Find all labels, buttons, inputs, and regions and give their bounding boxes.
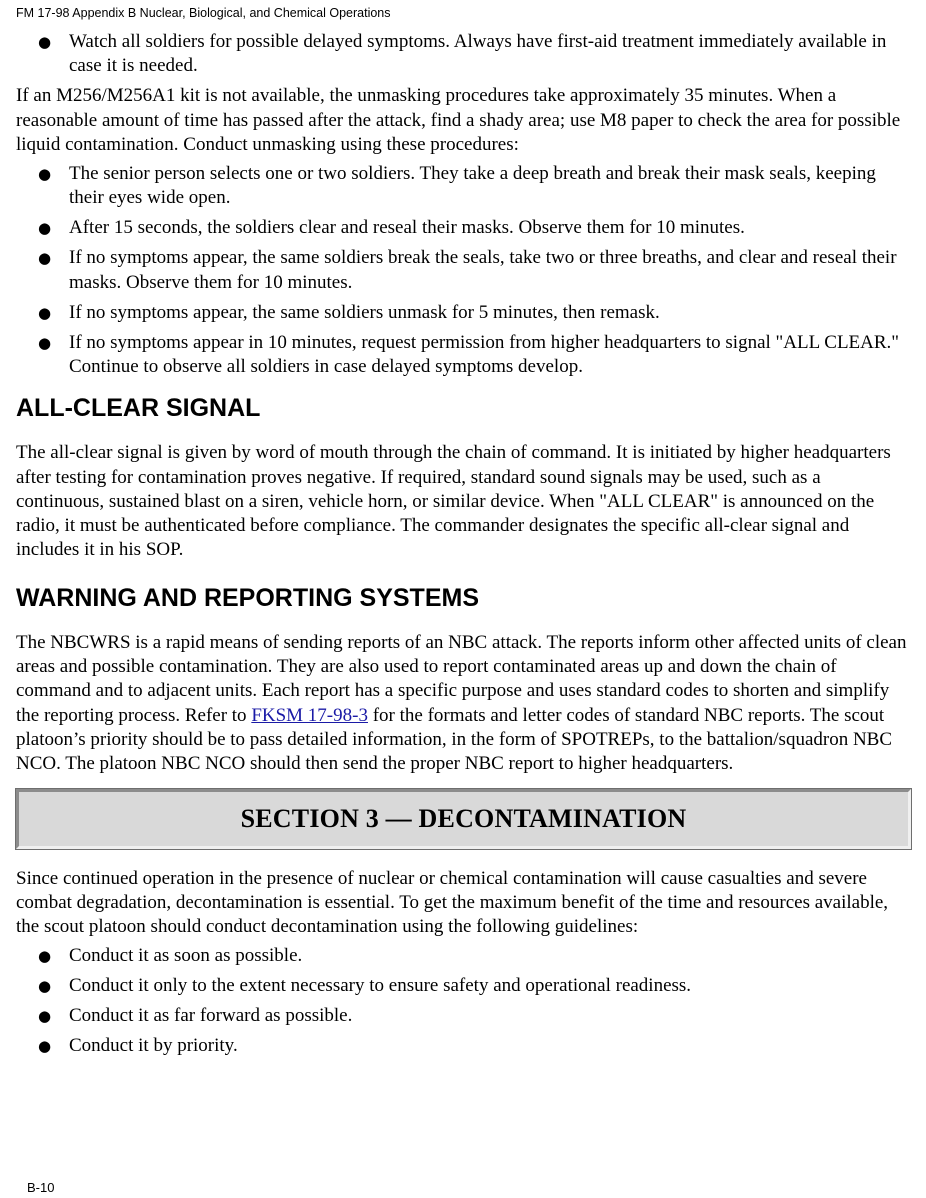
all-clear-body: The all-clear signal is given by word of mouth through the chain of command. It is initiated by higher headquarters after testing for contamination proves negative. If required, standard sound signals may be used, such as a continuous, sustained blast on a siren, vehicle horn, or similar device. When "ALL CLEAR" is announced on the radio, it must be authenticated before compliance. The commander designates the specific all-clear signal and includes it in his SOP.	[16, 442, 891, 561]
page-number: B-10	[27, 1180, 55, 1195]
warning-heading: WARNING AND REPORTING SYSTEMS	[16, 583, 479, 612]
page-content	[16, 30, 912, 1064]
list-item: ● Conduct it only to the extent necessary to ensure safety and operational readiness.	[69, 974, 912, 998]
list-item: ● Conduct it by priority.	[69, 1034, 912, 1058]
decon-guidelines	[16, 944, 912, 1058]
list-item: ● If no symptoms appear, the same soldiers break the seals, take two or three breaths, and clear and reseal their masks. Observe them for 10 minutes.	[69, 246, 912, 295]
warning-body	[16, 631, 912, 777]
list-item: ● If no symptoms appear in 10 minutes, request permission from higher headquarters to signal "ALL CLEAR." Continue to observe all soldiers in case delayed symptoms develop.	[69, 331, 912, 380]
unmasking-intro: If an M256/M256A1 kit is not available, the unmasking procedures take approximately 35 minutes. When a reasonable amount of time has passed after the attack, find a shady area; use M8 paper to check the area for possible liquid contamination. Conduct unmasking using these procedures:	[16, 85, 901, 155]
section-banner	[16, 789, 911, 849]
all-clear-heading: ALL-CLEAR SIGNAL	[16, 394, 261, 423]
warning-body-text-cont: for the formats and letter codes of standard NBC reports. The scout platoon’s priority should be to pass detailed information, in the form of SPOTREPs, to the battalion/squadron NBC NCO. The platoon NBC NCO should then send the proper NBC report to higher headquarters.	[16, 704, 893, 775]
list-item: ● Watch all soldiers for possible delayed symptoms. Always have first-aid treatment immediately available in case it is needed.	[69, 30, 912, 79]
warning-body-text: The NBCWRS is a rapid means of sending reports of an NBC attack. The reports inform other affected units of clean areas and possible contamination. They are also used to report contaminated areas up and down the chain of command and to adjacent units. Each report has a specific purpose and uses standard codes to shorten and simplify the reporting process. Refer to	[16, 631, 907, 726]
list-item: ● After 15 seconds, the soldiers clear and reseal their masks. Observe them for 10 minutes.	[69, 216, 912, 240]
fksm-17-98-3-link[interactable]: FKSM 17-98-3	[251, 704, 368, 726]
decon-intro: Since continued operation in the presence of nuclear or chemical contamination will cause casualties and severe combat degradation, decontamination is essential. To get the maximum benefit of the time and resources available, the scout platoon should conduct decontamination using the following guidelines:	[16, 867, 889, 938]
list-item: ● Conduct it as soon as possible.	[69, 944, 912, 968]
list-item: ● The senior person selects one or two soldiers. They take a deep breath and break their mask seals, keeping their eyes wide open.	[69, 162, 912, 211]
running-header: FM 17-98 Appendix B Nuclear, Biological, and Chemical Operations	[16, 6, 391, 20]
list-item: ● If no symptoms appear, the same soldiers unmask for 5 minutes, then remask.	[69, 301, 912, 325]
section-title: SECTION 3 — DECONTAMINATION	[240, 803, 687, 833]
unmasking-steps	[16, 162, 912, 379]
bullet-list-top	[16, 30, 912, 79]
list-item: ● Conduct it as far forward as possible.	[69, 1004, 912, 1028]
